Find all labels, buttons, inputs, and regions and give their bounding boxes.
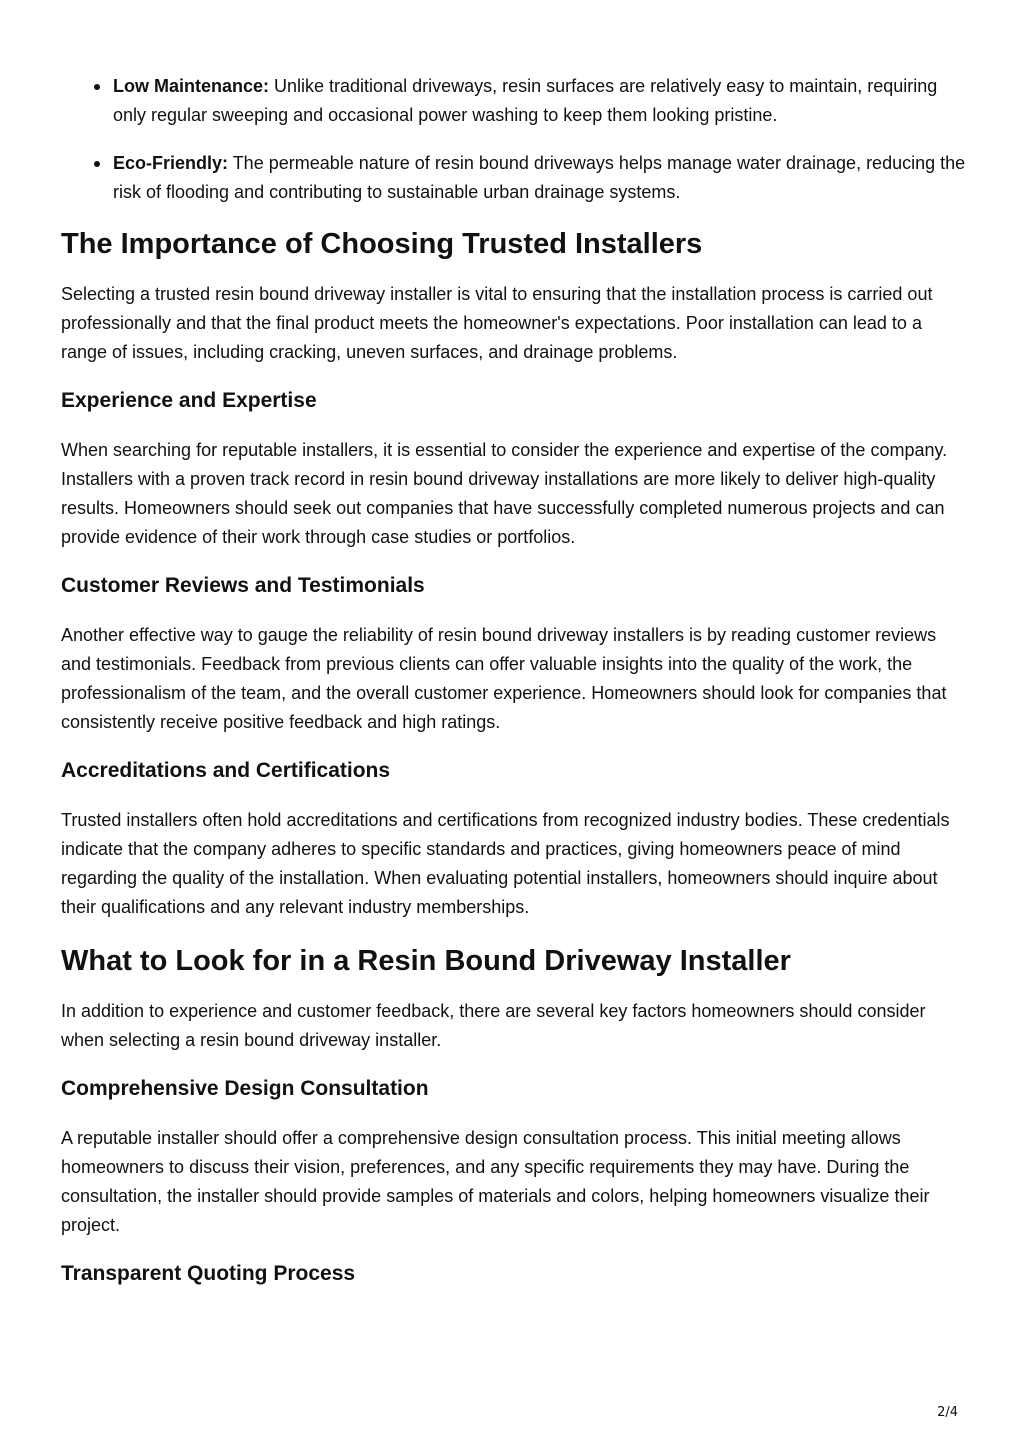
subsection-body: Another effective way to gauge the reliability of resin bound driveway installers is by reading customer reviews and testimonials. Feedback from previous clients can offer valuable insights into the quality of the work, the professionalism of the team, and the overall customer experience. Homeowners should look for companies that consistently receive positive feedback and high ratings. [61,625,947,732]
subsection-body: Trusted installers often hold accreditations and certifications from recognized industry bodies. These credentials indicate that the company adheres to specific standards and practices, giving homeowners peace of mind regarding the quality of the installation. When evaluating potential installers, homeowners should inquire about their qualifications and any relevant industry memberships. [61,810,950,917]
section-heading: The Importance of Choosing Trusted Installers [61,228,703,260]
subsection-heading: Customer Reviews and Testimonials [61,574,425,597]
section-heading: What to Look for in a Resin Bound Driveway Installer [61,945,791,977]
benefits-list [61,72,971,207]
subsection-body: When searching for reputable installers, it is essential to consider the experience and expertise of the company. Installers with a proven track record in resin bound driveway installations are more likely to deliver high-quality results. Homeowners should seek out companies that have successfully completed numerous projects and can provide evidence of their work through case studies or portfolios. [61,440,948,547]
list-item-label: Eco-Friendly: [113,153,229,173]
subsection-heading: Experience and Expertise [61,389,317,412]
bullet-icon [94,84,100,90]
subsection-body: A reputable installer should offer a comprehensive design consultation process. This initial meeting allows homeowners to discuss their vision, preferences, and any specific requirements they may have. During the consultation, the installer should provide samples of materials and colors, helping homeowners visualize their project. [61,1128,930,1235]
list-item-text: Unlike traditional driveways, resin surfaces are relatively easy to maintain, requiring only regular sweeping and occasional power washing to keep them looking pristine. [113,76,938,125]
document-page [61,72,971,1288]
subsection-heading: Comprehensive Design Consultation [61,1077,429,1100]
subsection-heading: Accreditations and Certifications [61,759,391,782]
bullet-icon [94,161,100,167]
page-number: 2/4 [937,1405,958,1420]
subsection-heading: Transparent Quoting Process [61,1262,356,1285]
section-intro: In addition to experience and customer feedback, there are several key factors homeowners should consider when selecting a resin bound driveway installer. [61,1001,926,1050]
list-item [113,72,971,130]
section-intro: Selecting a trusted resin bound driveway installer is vital to ensuring that the installation process is carried out professionally and that the final product meets the homeowner's expectations. Poor installation can lead to a range of issues, including cracking, uneven surfaces, and drainage problems. [61,284,933,362]
list-item-label: Low Maintenance: [113,76,270,96]
list-item [113,149,971,207]
list-item-text: The permeable nature of resin bound driveways helps manage water drainage, reducing the risk of flooding and contributing to sustainable urban drainage systems. [113,153,966,202]
